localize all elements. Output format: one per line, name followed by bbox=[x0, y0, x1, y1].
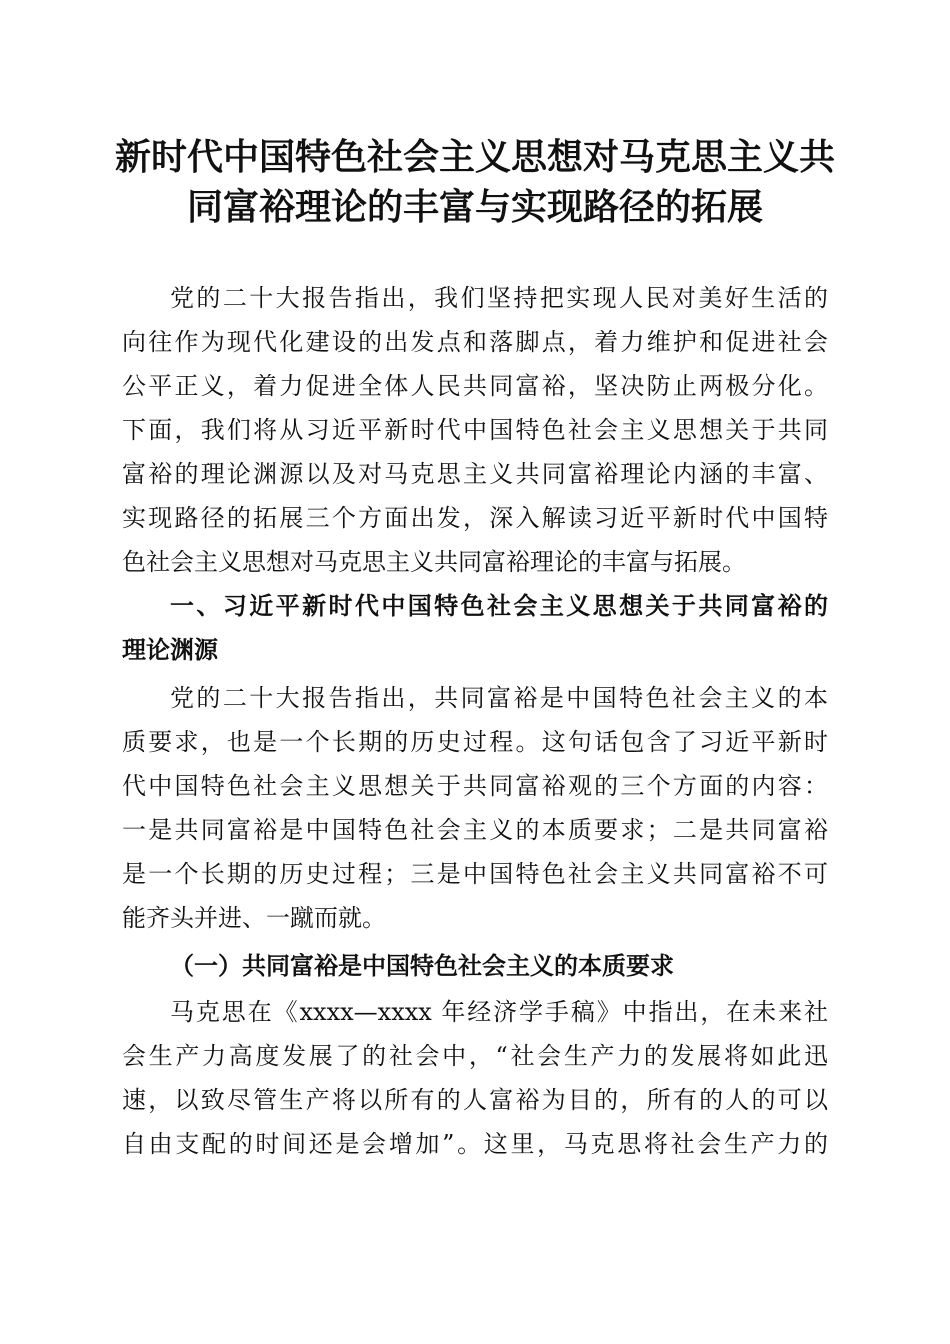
paragraph-section1-line: 代中国特色社会主义思想关于共同富裕观的三个方面的内容： bbox=[122, 772, 828, 800]
paragraph-intro-line: 向往作为现代化建设的出发点和落脚点，着力维护和促进社会 bbox=[122, 328, 828, 356]
paragraph-subsection1-line: 速，以致尽管生产将以所有的人富裕为目的，所有的人的可以 bbox=[122, 1086, 828, 1114]
paragraph-intro-line: 党的二十大报告指出，我们坚持把实现人民对美好生活的 bbox=[170, 284, 828, 312]
section-heading-1-line: 一、习近平新时代中国特色社会主义思想关于共同富裕的 bbox=[170, 592, 828, 620]
paragraph-section1-line: 质要求，也是一个长期的历史过程。这句话包含了习近平新时 bbox=[122, 728, 828, 756]
paragraph-subsection1-line: 会生产力高度发展了的社会中，“社会生产力的发展将如此迅 bbox=[122, 1042, 828, 1070]
paragraph-intro-line: 实现路径的拓展三个方面出发，深入解读习近平新时代中国特 bbox=[122, 504, 828, 532]
paragraph-section1-line: 能齐头并进、一蹴而就。 bbox=[122, 904, 386, 932]
section-heading-1-line: 理论渊源 bbox=[122, 636, 218, 664]
subsection-heading-1: （一）共同富裕是中国特色社会主义的本质要求 bbox=[170, 951, 674, 980]
paragraph-section1-line: 党的二十大报告指出，共同富裕是中国特色社会主义的本 bbox=[170, 684, 828, 712]
paragraph-subsection1-line: 自由支配的时间还是会增加”。这里，马克思将社会生产力的 bbox=[122, 1130, 828, 1158]
paragraph-intro-line: 色社会主义思想对马克思主义共同富裕理论的丰富与拓展。 bbox=[122, 548, 746, 576]
paragraph-subsection1-line: 马克思在《xxxx—xxxx 年经济学手稿》中指出，在未来社 bbox=[170, 998, 828, 1026]
paragraph-section1-line: 一是共同富裕是中国特色社会主义的本质要求；二是共同富裕 bbox=[122, 816, 828, 844]
paragraph-intro-line: 公平正义，着力促进全体人民共同富裕，坚决防止两极分化。 bbox=[122, 372, 828, 400]
document-title-line-1: 新时代中国特色社会主义思想对马克思主义共 bbox=[114, 136, 835, 178]
paragraph-intro-line: 下面，我们将从习近平新时代中国特色社会主义思想关于共同 bbox=[122, 416, 828, 444]
paragraph-section1-line: 是一个长期的历史过程；三是中国特色社会主义共同富裕不可 bbox=[122, 860, 828, 888]
paragraph-intro-line: 富裕的理论渊源以及对马克思主义共同富裕理论内涵的丰富、 bbox=[122, 460, 828, 488]
document-title-line-2: 同富裕理论的丰富与实现路径的拓展 bbox=[186, 186, 763, 228]
